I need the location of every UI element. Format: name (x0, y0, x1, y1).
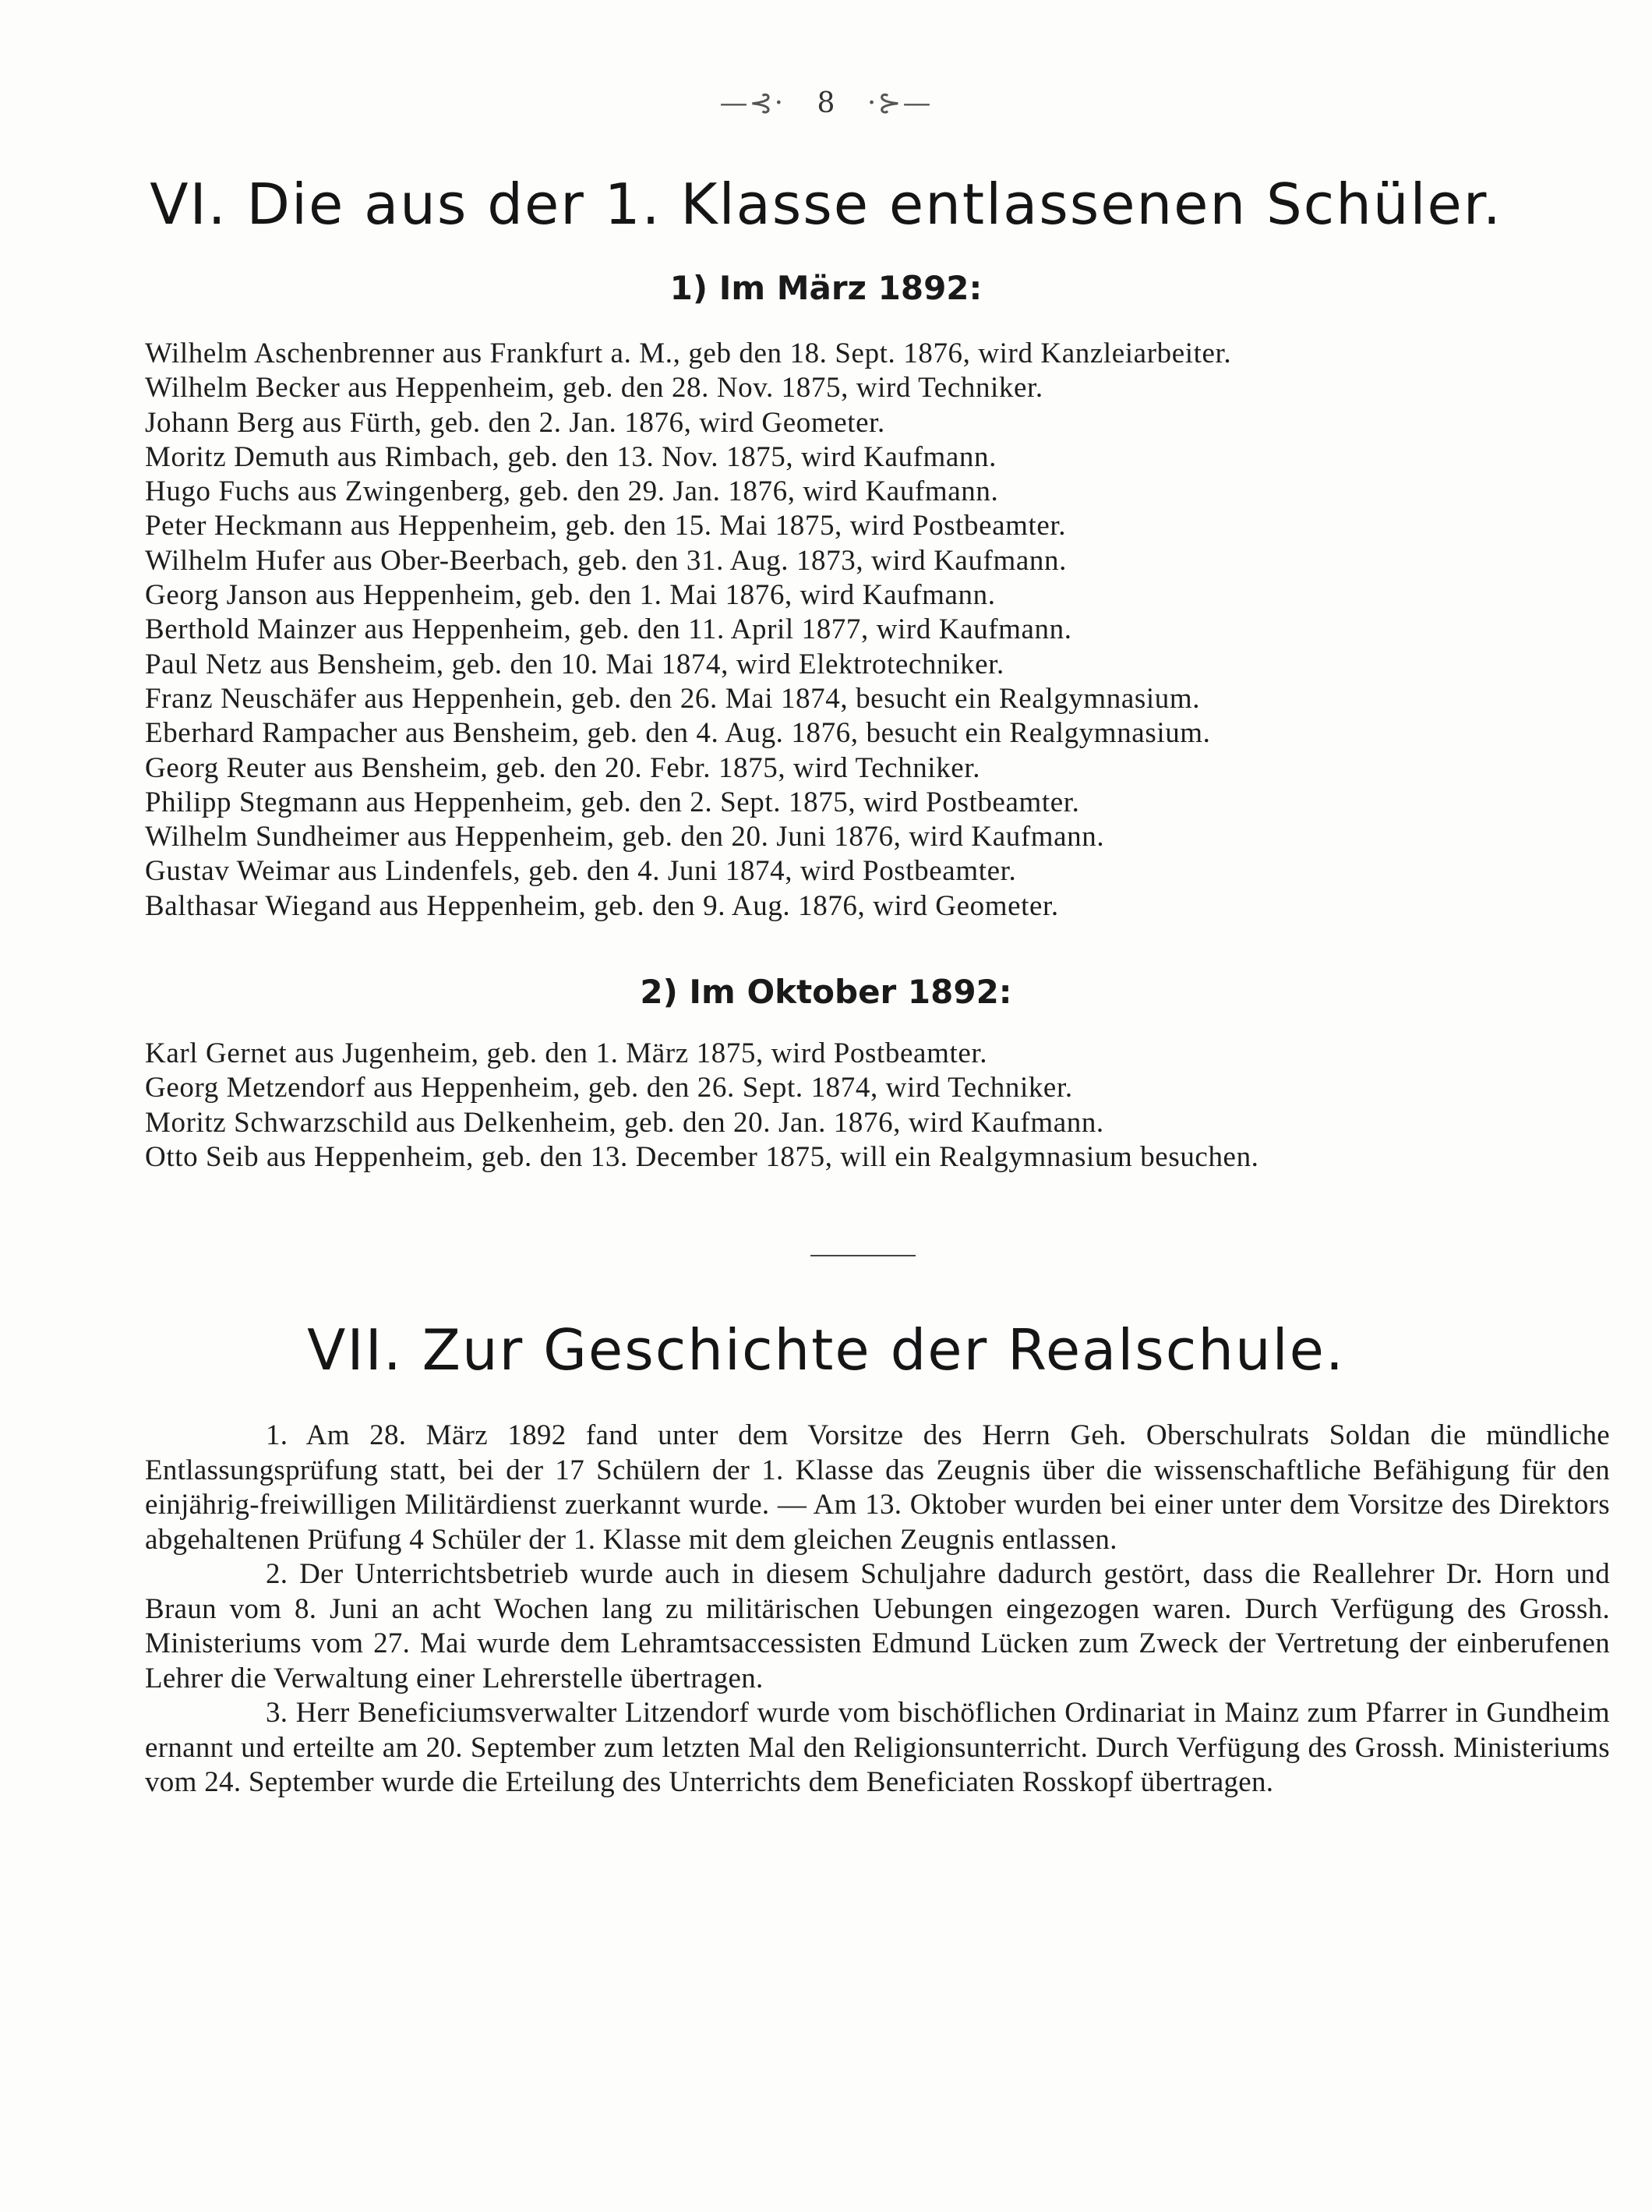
october-student-list (145, 1037, 1563, 1175)
list-item: Paul Netz aus Bensheim, geb. den 10. Mai 1874, wird Elektrotechniker. (145, 648, 1004, 680)
list-item: Eberhard Rampacher aus Bensheim, geb. den 4. Aug. 1876, besucht ein Realgymnasium. (145, 717, 1211, 750)
list-item: Peter Heckmann aus Heppenheim, geb. den 15. Mai 1875, wird Postbeamter. (145, 510, 1067, 542)
paragraph: 1. Am 28. März 1892 fand unter dem Vorsitze des Herrn Geh. Oberschulrats Soldan die mündliche Entlassungsprüfung statt, bei der 17 Schülern der 1. Klasse das Zeugnis über die wissenschaftliche Befähigung für den einjährig-freiwilligen Militärdienst zuerkannt wurde. — Am 13. Oktober wurden bei einer unter dem Vorsitze des Direktors abgehaltenen Prüfung 4 Schüler der 1. Klasse mit dem gleichen Zeugnis entlassen. (145, 1419, 1610, 1556)
list-item: Wilhelm Hufer aus Ober-Beerbach, geb. den 31. Aug. 1873, wird Kaufmann. (145, 544, 1067, 577)
ornament-left: —⊰· (719, 87, 785, 119)
ornament-right: ·⊱— (867, 87, 933, 119)
list-item: Gustav Weimar aus Lindenfels, geb. den 4. Juni 1874, wird Postbeamter. (145, 855, 1017, 888)
section-divider (810, 1255, 916, 1256)
page-header (0, 87, 1652, 119)
list-item: Franz Neuschäfer aus Heppenhein, geb. den 26. Mai 1874, besucht ein Realgymnasium. (145, 682, 1201, 715)
list-item: Wilhelm Becker aus Heppenheim, geb. den 28. Nov. 1875, wird Techniker. (145, 372, 1043, 405)
list-item: Philipp Stegmann aus Heppenheim, geb. den 2. Sept. 1875, wird Postbeamter. (145, 786, 1080, 818)
list-item: Moritz Schwarzschild aus Delkenheim, geb. den 20. Jan. 1876, wird Kaufmann. (145, 1106, 1104, 1139)
list-item: Moritz Demuth aus Rimbach, geb. den 13. Nov. 1875, wird Kaufmann. (145, 440, 997, 473)
list-item: Otto Seib aus Heppenheim, geb. den 13. December 1875, will ein Realgymnasium besuchen. (145, 1140, 1259, 1173)
page-number: 8 (817, 87, 835, 119)
list-item: Hugo Fuchs aus Zwingenberg, geb. den 29. Jan. 1876, wird Kaufmann. (145, 475, 999, 508)
list-item: Karl Gernet aus Jugenheim, geb. den 1. März 1875, wird Postbeamter. (145, 1037, 988, 1069)
list-item: Johann Berg aus Fürth, geb. den 2. Jan. 1876, wird Geometer. (145, 406, 885, 439)
list-item: Wilhelm Sundheimer aus Heppenheim, geb. den 20. Juni 1876, wird Kaufmann. (145, 821, 1105, 853)
section-vi-title: VI. Die aus der 1. Klasse entlassenen Schüler. (150, 171, 1502, 237)
list-item: Wilhelm Aschenbrenner aus Frankfurt a. M., geb den 18. Sept. 1876, wird Kanzleiarbeiter. (145, 337, 1232, 369)
history-paragraphs (145, 1419, 1610, 1800)
paragraph: 2. Der Unterrichtsbetrieb wurde auch in diesem Schuljahre dadurch gestört, dass die Reallehrer Dr. Horn und Braun vom 8. Juni an acht Wochen lang zu militärischen Uebungen eingezogen waren. Durch Verfügung des Grossh. Ministeriums vom 27. Mai wurde dem Lehramtsaccessisten Edmund Lücken zum Zweck der Vertretung der einberufenen Lehrer die Verwaltung einer Lehrerstelle übertragen. (145, 1558, 1610, 1694)
march-heading: 1) Im März 1892: (669, 269, 983, 307)
list-item: Berthold Mainzer aus Heppenheim, geb. den 11. April 1877, wird Kaufmann. (145, 613, 1072, 646)
list-item: Balthasar Wiegand aus Heppenheim, geb. den 9. Aug. 1876, wird Geometer. (145, 889, 1059, 922)
list-item: Georg Reuter aus Bensheim, geb. den 20. Febr. 1875, wird Techniker. (145, 751, 981, 784)
list-item: Georg Janson aus Heppenheim, geb. den 1. Mai 1876, wird Kaufmann. (145, 579, 996, 612)
paragraph: 3. Herr Beneficiumsverwalter Litzendorf wurde vom bischöflichen Ordinariat in Mainz zum Pfarrer in Gundheim ernannt und erteilte am 20. September zum letzten Mal den Religionsunterricht. Durch Verfügung des Grossh. Ministeriums vom 24. September wurde die Erteilung des Unterrichts dem Beneficiaten Rosskopf übertragen. (145, 1697, 1610, 1798)
october-heading: 2) Im Oktober 1892: (640, 973, 1012, 1011)
section-vii-title: VII. Zur Geschichte der Realschule. (307, 1317, 1345, 1383)
list-item: Georg Metzendorf aus Heppenheim, geb. den 26. Sept. 1874, wird Techniker. (145, 1072, 1073, 1104)
march-student-list (145, 337, 1563, 924)
